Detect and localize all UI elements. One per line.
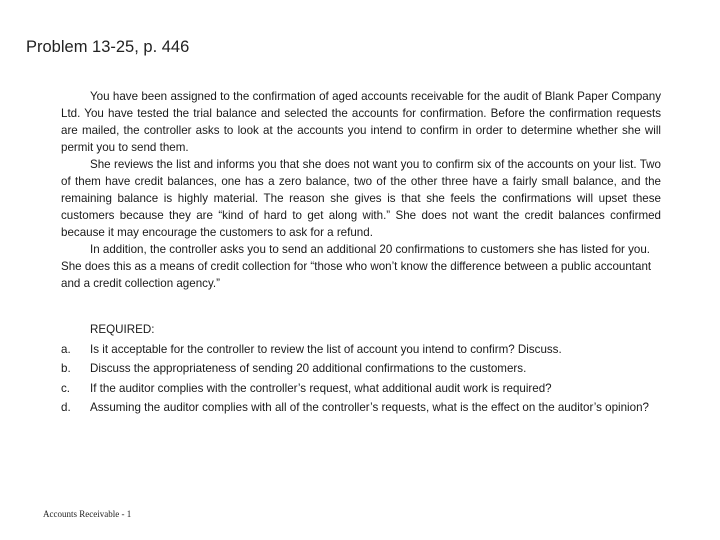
required-item-text: Discuss the appropriateness of sending 20 additional confirmations to the customers.: [90, 362, 527, 375]
required-heading: REQUIRED:: [90, 323, 155, 336]
required-item-letter: d.: [61, 401, 71, 414]
required-item-text: Is it acceptable for the controller to review the list of account you intend to confirm? Discuss.: [90, 342, 562, 356]
paragraph-1: You have been assigned to the confirmation of aged accounts receivable for the audit of Blank Paper Company Ltd. You have tested the trial balance and selected the accounts for confirmation. Before the confirmation requests are mailed, the controller asks to look at the accounts you intend to confirm in order to determine whether she will permit you to send them.: [61, 90, 661, 154]
required-item-d: [61, 398, 661, 418]
paragraph-2: She reviews the list and informs you that she does not want you to confirm six of the accounts on your list. Two of them have credit balances, one has a zero balance, two of the other three have a fairly small balance, and the remaining balance is highly material. The reason she gives is that she feels the confirmations will upset these customers because they are “kind of hard to get along with.” She does not want the credit balances confirmed because it may encourage the customers to ask for a refund.: [61, 158, 661, 239]
required-item-letter: c.: [61, 381, 71, 395]
page-title: Problem 13-25, p. 446: [26, 38, 190, 56]
required-item-b: [61, 359, 661, 379]
required-item-text: Assuming the auditor complies with all of the controller’s requests, what is the effect on the auditor’s opinion?: [90, 401, 649, 414]
required-section: [61, 320, 661, 418]
required-item-letter: b.: [61, 362, 71, 375]
required-item-a: [61, 340, 661, 360]
required-item-c: [61, 379, 661, 399]
problem-body: [61, 88, 661, 292]
required-item-letter: a.: [61, 342, 71, 356]
required-item-text: If the auditor complies with the controller’s request, what additional audit work is required?: [90, 381, 552, 395]
page-footer: Accounts Receivable - 1: [43, 509, 132, 519]
paragraph-3: In addition, the controller asks you to send an additional 20 confirmations to customers she has listed for you. She does this as a means of credit collection for “those who won’t know the difference between a public accountant and a credit collection agency.”: [61, 243, 652, 290]
